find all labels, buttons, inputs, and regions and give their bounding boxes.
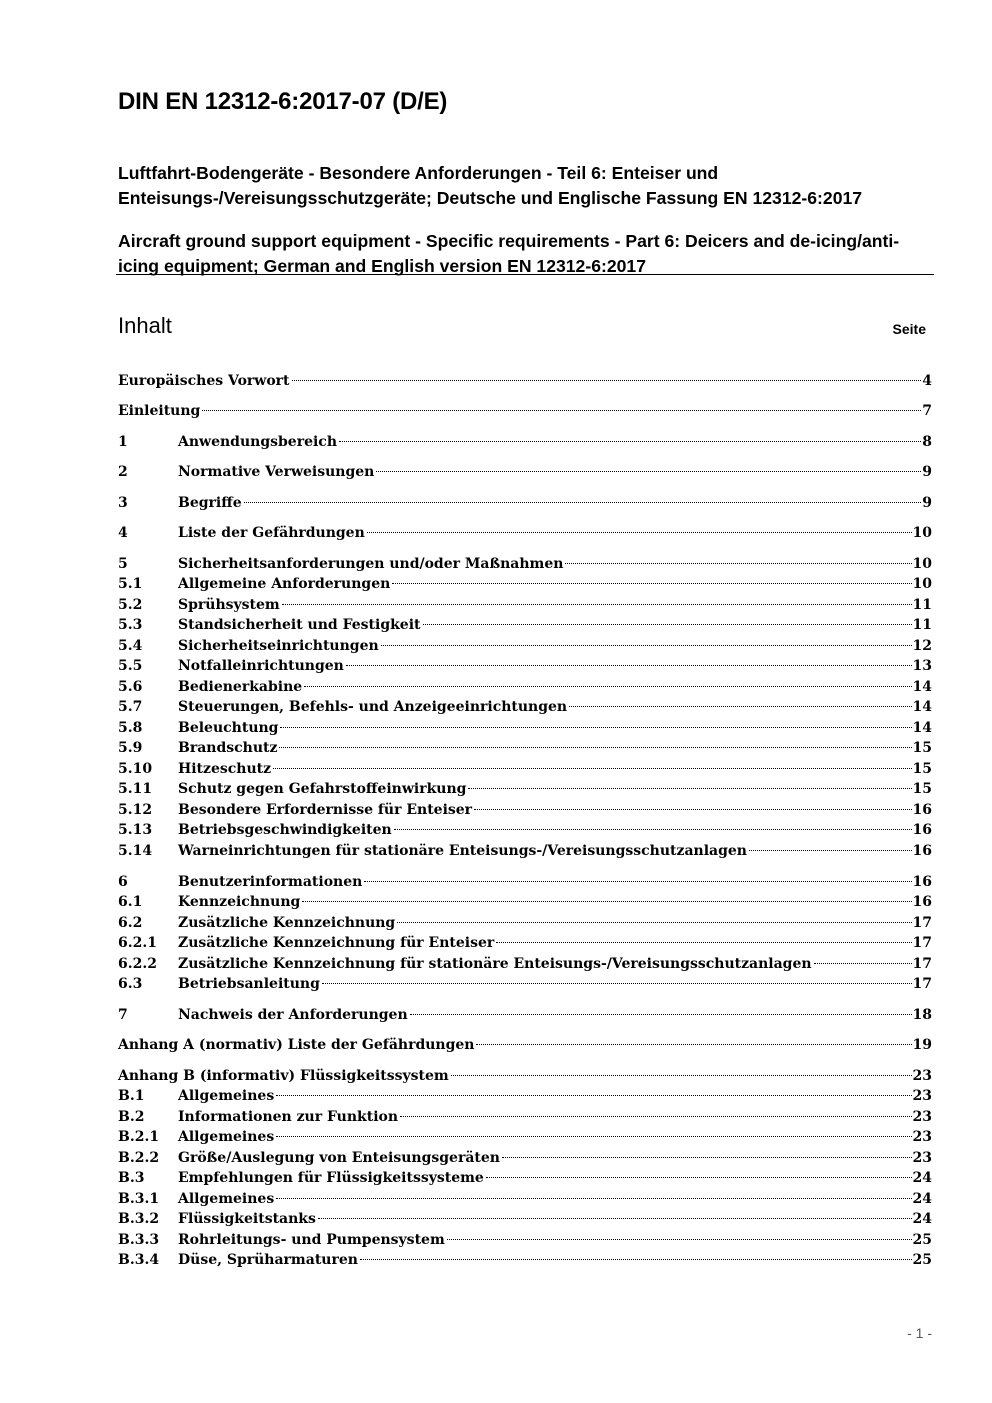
toc-entry-title: Düse, Sprüharmaturen — [178, 1252, 358, 1268]
toc-entry-title: Allgemeines — [178, 1129, 275, 1145]
toc-entry[interactable] — [118, 373, 932, 393]
toc-entry[interactable] — [118, 617, 932, 637]
toc-entry-title: Allgemeines — [178, 1088, 275, 1104]
toc-entry-page: 7 — [922, 403, 932, 419]
toc-entry[interactable] — [118, 403, 932, 423]
toc-entry-number: B.3.2 — [118, 1211, 160, 1227]
toc-dot-leader — [346, 665, 912, 666]
toc-entry[interactable] — [118, 915, 932, 935]
toc-entry-title: Allgemeines — [178, 1191, 275, 1207]
toc-entry[interactable] — [118, 802, 932, 822]
toc-entry-page: 15 — [912, 781, 932, 797]
toc-dot-leader — [474, 809, 911, 810]
toc-entry-page: 8 — [922, 434, 932, 450]
toc-entry-number: 5.8 — [118, 720, 143, 736]
title-divider — [116, 274, 934, 275]
toc-entry-number: 5.11 — [118, 781, 153, 797]
toc-entry[interactable] — [118, 495, 932, 515]
toc-dot-leader — [273, 768, 911, 769]
toc-entry-page: 10 — [912, 525, 932, 541]
toc-entry-page: 17 — [912, 976, 932, 992]
toc-entry-title: Informationen zur Funktion — [178, 1109, 399, 1125]
toc-dot-leader — [447, 1239, 912, 1240]
toc-entry-page: 25 — [912, 1232, 932, 1248]
toc-entry[interactable] — [118, 956, 932, 976]
toc-entry-page: 23 — [912, 1150, 932, 1166]
toc-entry-number: 5.14 — [118, 843, 153, 859]
toc-entry-number: 3 — [118, 495, 128, 511]
toc-entry-title: Notfalleinrichtungen — [178, 658, 344, 674]
toc-entry-number: 5.3 — [118, 617, 143, 633]
toc-entry-title: Nachweis der Anforderungen — [178, 1007, 408, 1023]
toc-entry-page: 15 — [912, 740, 932, 756]
toc-dot-leader — [423, 624, 912, 625]
toc-entry-page: 24 — [912, 1191, 932, 1207]
toc-dot-leader — [364, 881, 911, 882]
toc-entry-title: Kennzeichnung — [178, 894, 301, 910]
toc-entry[interactable] — [118, 935, 932, 955]
toc-entry-number: 6.3 — [118, 976, 143, 992]
toc-entry[interactable] — [118, 874, 932, 894]
toc-entry[interactable] — [118, 1150, 932, 1170]
toc-dot-leader — [749, 850, 912, 851]
toc-entry-number: 4 — [118, 525, 128, 541]
toc-entry-page: 25 — [912, 1252, 932, 1268]
toc-entry-page: 16 — [912, 874, 932, 890]
toc-dot-leader — [397, 922, 911, 923]
toc-entry[interactable] — [118, 740, 932, 760]
toc-dot-leader — [565, 563, 911, 564]
toc-entry-number: 6.2 — [118, 915, 143, 931]
toc-entry-page: 11 — [912, 617, 932, 633]
toc-entry-title: Europäisches Vorwort — [118, 373, 290, 389]
toc-entry-number: 5.2 — [118, 597, 143, 613]
page-number: - 1 - — [907, 1325, 932, 1341]
toc-entry-number: 5.5 — [118, 658, 143, 674]
toc-entry-title: Hitzeschutz — [178, 761, 272, 777]
toc-entry-page: 17 — [912, 956, 932, 972]
toc-entry-title: Rohrleitungs- und Pumpensystem — [178, 1232, 445, 1248]
toc-entry-title: Benutzerinformationen — [178, 874, 363, 890]
toc-dot-leader — [392, 583, 911, 584]
toc-entry-title: Bedienerkabine — [178, 679, 303, 695]
toc-dot-leader — [302, 901, 911, 902]
toc-entry-page: 14 — [912, 679, 932, 695]
toc-dot-leader — [282, 604, 912, 605]
toc-entry-title: Flüssigkeitstanks — [178, 1211, 316, 1227]
toc-entry-number: B.3.1 — [118, 1191, 160, 1207]
toc-entry[interactable] — [118, 1109, 932, 1129]
toc-entry-page: 10 — [912, 576, 932, 592]
toc-entry[interactable] — [118, 576, 932, 596]
toc-entry[interactable] — [118, 1211, 932, 1231]
toc-dot-leader — [367, 532, 912, 533]
toc-entry-number: 5.12 — [118, 802, 153, 818]
toc-entry-title: Warneinrichtungen für stationäre Enteisungs-/Vereisungsschutzanlagen — [178, 843, 747, 859]
toc-entry-page: 12 — [912, 638, 932, 654]
toc-entry-page: 23 — [912, 1109, 932, 1125]
toc-entry[interactable] — [118, 1068, 932, 1088]
toc-entry-title: Anhang B (informativ) Flüssigkeitssystem — [118, 1068, 449, 1084]
toc-page-column-label: Seite — [892, 321, 926, 337]
toc-entry-number: B.3.3 — [118, 1232, 160, 1248]
toc-entry[interactable] — [118, 1088, 932, 1108]
toc-entry-title: Zusätzliche Kennzeichnung — [178, 915, 396, 931]
toc-entry-page: 14 — [912, 699, 932, 715]
toc-entry-page: 4 — [922, 373, 932, 389]
toc-entry-number: 1 — [118, 434, 128, 450]
toc-entry-number: 5.7 — [118, 699, 143, 715]
toc-entry-title: Standsicherheit und Festigkeit — [178, 617, 421, 633]
toc-entry-number: 2 — [118, 464, 128, 480]
toc-entry-page: 13 — [912, 658, 932, 674]
toc-entry-number: B.3.4 — [118, 1252, 160, 1268]
toc-entry[interactable] — [118, 525, 932, 545]
toc-entry-page: 10 — [912, 556, 932, 572]
toc-entry-page: 18 — [912, 1007, 932, 1023]
toc-entry-number: 5.9 — [118, 740, 143, 756]
toc-entry-title: Sprühsystem — [178, 597, 280, 613]
toc-entry-number: 6.2.2 — [118, 956, 157, 972]
toc-dot-leader — [276, 1136, 911, 1137]
toc-entry-number: 5 — [118, 556, 128, 572]
toc-entry-title: Anwendungsbereich — [178, 434, 337, 450]
toc-entry-title: Begriffe — [178, 495, 242, 511]
toc-heading: Inhalt — [118, 313, 172, 338]
toc-entry-page: 16 — [912, 822, 932, 838]
toc-entry-title: Steuerungen, Befehls- und Anzeigeeinrichtungen — [178, 699, 568, 715]
toc-entry[interactable] — [118, 1191, 932, 1211]
toc-entry[interactable] — [118, 1232, 932, 1252]
toc-entry-number: B.2.2 — [118, 1150, 160, 1166]
toc-dot-leader — [451, 1075, 912, 1076]
toc-entry[interactable] — [118, 894, 932, 914]
toc-entry-title: Anhang A (normativ) Liste der Gefährdungen — [118, 1037, 475, 1053]
toc-dot-leader — [244, 502, 922, 503]
toc-entry-number: 5.13 — [118, 822, 153, 838]
toc-entry-page: 17 — [912, 915, 932, 931]
toc-entry[interactable] — [118, 597, 932, 617]
toc-dot-leader — [360, 1259, 912, 1260]
toc-entry-title: Schutz gegen Gefahrstoffeinwirkung — [178, 781, 467, 797]
toc-entry-number: 6.2.1 — [118, 935, 157, 951]
toc-entry-number: 5.6 — [118, 679, 143, 695]
toc-dot-leader — [318, 1218, 912, 1219]
toc-dot-leader — [486, 1177, 912, 1178]
toc-entry-number: B.3 — [118, 1170, 145, 1186]
toc-dot-leader — [304, 686, 911, 687]
toc-dot-leader — [276, 1198, 911, 1199]
toc-dot-leader — [394, 829, 912, 830]
toc-entry-page: 15 — [912, 761, 932, 777]
toc-dot-leader — [400, 1116, 911, 1117]
toc-entry[interactable] — [118, 1007, 932, 1027]
toc-entry-number: B.2 — [118, 1109, 145, 1125]
toc-entry-title: Zusätzliche Kennzeichnung für stationäre Enteisungs-/Vereisungsschutzanlagen — [178, 956, 812, 972]
toc-entry-page: 16 — [912, 802, 932, 818]
toc-entry-page: 19 — [912, 1037, 932, 1053]
toc-entry-number: B.1 — [118, 1088, 145, 1104]
toc-entry-number: 6 — [118, 874, 128, 890]
toc-entry-page: 17 — [912, 935, 932, 951]
toc-entry-title: Sicherheitseinrichtungen — [178, 638, 379, 654]
toc-dot-leader — [814, 963, 912, 964]
toc-entry-page: 9 — [922, 495, 932, 511]
toc-entry-number: 5.10 — [118, 761, 153, 777]
toc-dot-leader — [476, 1044, 911, 1045]
document-title: DIN EN 12312-6:2017-07 (D/E) — [118, 88, 448, 115]
toc-entry-page: 23 — [912, 1068, 932, 1084]
toc-entry-title: Einleitung — [118, 403, 201, 419]
toc-entry[interactable] — [118, 699, 932, 719]
toc-dot-leader — [279, 747, 911, 748]
toc-entry-page: 14 — [912, 720, 932, 736]
toc-entry-number: 5.4 — [118, 638, 143, 654]
toc-dot-leader — [381, 645, 912, 646]
toc-entry[interactable] — [118, 976, 932, 996]
toc-entry-page: 16 — [912, 894, 932, 910]
toc-entry[interactable] — [118, 679, 932, 699]
toc-entry-title: Empfehlungen für Flüssigkeitssysteme — [178, 1170, 484, 1186]
toc-entry[interactable] — [118, 843, 932, 863]
toc-entry-number: 6.1 — [118, 894, 143, 910]
toc-entry-number: B.2.1 — [118, 1129, 160, 1145]
toc-entry-title: Besondere Erfordernisse für Enteiser — [178, 802, 473, 818]
toc-entry-page: 16 — [912, 843, 932, 859]
toc-dot-leader — [496, 942, 911, 943]
toc-dot-leader — [376, 471, 921, 472]
toc-dot-leader — [468, 788, 911, 789]
toc-dot-leader — [339, 441, 921, 442]
toc-entry-title: Normative Verweisungen — [178, 464, 375, 480]
toc-entry-title: Allgemeine Anforderungen — [178, 576, 391, 592]
toc-entry[interactable] — [118, 434, 932, 454]
toc-entry[interactable] — [118, 720, 932, 740]
toc-entry[interactable] — [118, 1037, 932, 1057]
toc-entry[interactable] — [118, 464, 932, 484]
title-german: Luftfahrt-Bodengeräte - Besondere Anforderungen - Teil 6: Enteiser und Enteisungs-/Vereisungsschutzgeräte; Deutsche und Englische Fassung EN 12312-6:2017 — [118, 163, 863, 208]
toc-entry-title: Sicherheitsanforderungen und/oder Maßnahmen — [178, 556, 564, 572]
toc-dot-leader — [276, 1095, 911, 1096]
toc-entry-title: Brandschutz — [178, 740, 278, 756]
toc-entry-title: Größe/Auslegung von Enteisungsgeräten — [178, 1150, 500, 1166]
title-english: Aircraft ground support equipment - Specific requirements - Part 6: Deicers and de-icing/anti-icing equipment; German and English version EN 12312-6:2017 — [118, 231, 900, 276]
toc-entry[interactable] — [118, 761, 932, 781]
toc-entry-page: 24 — [912, 1211, 932, 1227]
toc-entry-title: Zusätzliche Kennzeichnung für Enteiser — [178, 935, 495, 951]
toc-entry[interactable] — [118, 556, 932, 576]
toc-dot-leader — [410, 1014, 912, 1015]
toc-entry[interactable] — [118, 658, 932, 678]
toc-entry-number: 5.1 — [118, 576, 143, 592]
toc-entry[interactable] — [118, 781, 932, 801]
toc-entry-page: 9 — [922, 464, 932, 480]
toc-dot-leader — [202, 410, 921, 411]
toc-entry-page: 24 — [912, 1170, 932, 1186]
toc-entry-title: Beleuchtung — [178, 720, 279, 736]
toc-entry[interactable] — [118, 1129, 932, 1149]
toc-entry[interactable] — [118, 822, 932, 842]
toc-dot-leader — [569, 706, 911, 707]
toc-entry-title: Liste der Gefährdungen — [178, 525, 365, 541]
toc-entry[interactable] — [118, 638, 932, 658]
toc-entry-title: Betriebsgeschwindigkeiten — [178, 822, 392, 838]
toc-dot-leader — [280, 727, 911, 728]
toc-dot-leader — [502, 1157, 912, 1158]
toc-entry-title: Betriebsanleitung — [178, 976, 320, 992]
toc-entry[interactable] — [118, 1170, 932, 1190]
toc-entry-page: 11 — [912, 597, 932, 613]
toc-entry-page: 23 — [912, 1129, 932, 1145]
toc-entry[interactable] — [118, 1252, 932, 1272]
toc-entry-number: 7 — [118, 1007, 128, 1023]
toc-dot-leader — [292, 380, 922, 381]
toc-dot-leader — [322, 983, 912, 984]
toc-entry-page: 23 — [912, 1088, 932, 1104]
